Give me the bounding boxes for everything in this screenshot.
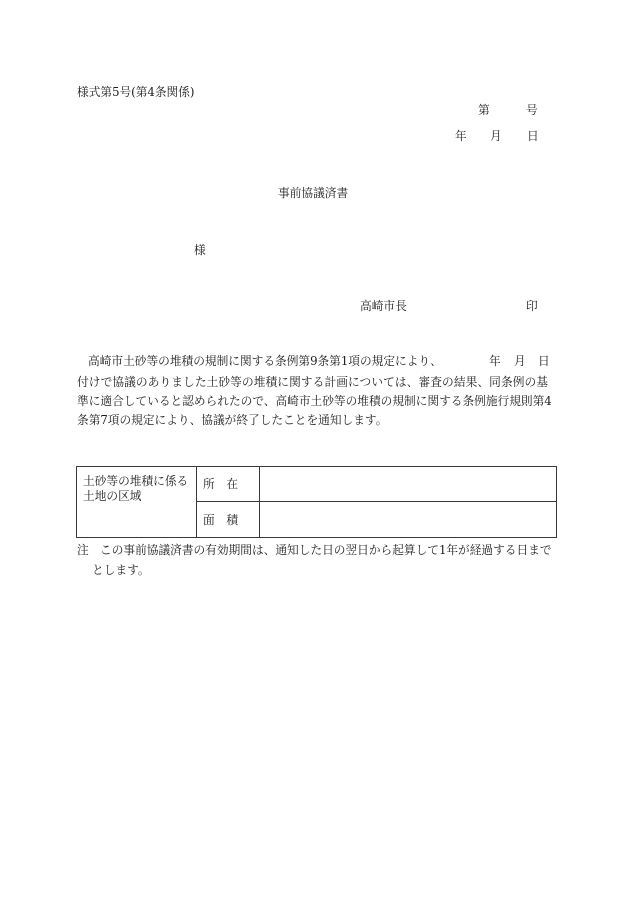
site-area-header-cell bbox=[77, 467, 197, 538]
body-date-year: 年 bbox=[489, 354, 501, 368]
header-date-month: 月 bbox=[490, 129, 502, 143]
note-line-2: とします。 bbox=[92, 563, 150, 577]
body-date-month: 月 bbox=[514, 354, 526, 368]
table-row bbox=[77, 467, 557, 502]
site-area-table bbox=[76, 466, 557, 538]
addressee-suffix: 様 bbox=[194, 243, 206, 257]
body-line-2: 付けで協議のありました土砂等の堆積に関する計画については、審査の結果、同条例の基 bbox=[77, 375, 548, 389]
body-line-1: 高崎市土砂等の堆積の規制に関する条例第9条第1項の規定により、 bbox=[88, 354, 442, 368]
header-date-day: 日 bbox=[527, 129, 539, 143]
document-number-suffix: 号 bbox=[526, 103, 538, 117]
body-line-4: 条第7項の規定により、協議が終了したことを通知します。 bbox=[77, 413, 388, 427]
seal-mark: 印 bbox=[526, 299, 538, 313]
header-date-year: 年 bbox=[455, 129, 467, 143]
document-number-prefix: 第 bbox=[478, 103, 490, 117]
area-label: 面 積 bbox=[197, 502, 260, 538]
issuer-name: 高崎市長 bbox=[360, 299, 407, 313]
location-value-cell bbox=[260, 467, 557, 502]
form-number: 様式第5号(第4条関係) bbox=[77, 85, 195, 99]
site-area-header-line-1: 土砂等の堆積に係る bbox=[83, 474, 189, 488]
location-label: 所 在 bbox=[197, 467, 260, 502]
area-value-cell bbox=[260, 502, 557, 538]
document-title: 事前協議済書 bbox=[278, 186, 349, 200]
note-line-1: この事前協議済書の有効期間は、通知した日の翌日から起算して1年が経過する日まで bbox=[100, 543, 552, 557]
body-date-day: 日 bbox=[538, 354, 550, 368]
note-marker: 注 bbox=[77, 543, 89, 557]
site-area-header-line-2: 土地の区域 bbox=[83, 489, 142, 503]
body-line-3: 準に適合していると認められたので、高崎市土砂等の堆積の規制に関する条例施行規則第4 bbox=[77, 394, 552, 408]
